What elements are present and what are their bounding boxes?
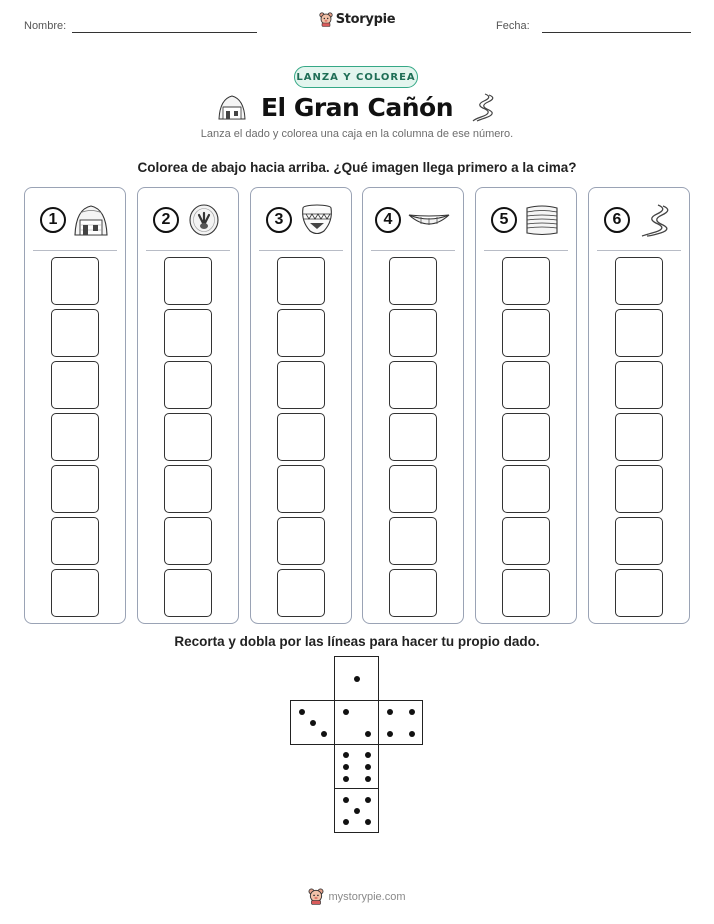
name-label: Nombre:: [24, 20, 67, 32]
color-box[interactable]: [164, 257, 212, 305]
color-box[interactable]: [164, 413, 212, 461]
bear-icon: [308, 888, 324, 905]
pip: [365, 797, 371, 803]
cliff-dwelling-icon: [72, 203, 110, 237]
column-number: 1: [40, 207, 66, 233]
color-box[interactable]: [389, 257, 437, 305]
pip: [365, 776, 371, 782]
color-box[interactable]: [615, 569, 663, 617]
color-box[interactable]: [51, 309, 99, 357]
subtitle: Lanza el dado y colorea una caja en la columna de ese número.: [200, 128, 514, 140]
color-box[interactable]: [389, 361, 437, 409]
pip: [365, 819, 371, 825]
color-box[interactable]: [502, 309, 550, 357]
column-6: [588, 187, 690, 624]
column-2: [137, 187, 239, 624]
column-4: [362, 187, 464, 624]
die-face-two[interactable]: [334, 700, 379, 745]
color-box[interactable]: [502, 569, 550, 617]
color-box[interactable]: [389, 517, 437, 565]
color-box[interactable]: [164, 569, 212, 617]
pip: [354, 808, 360, 814]
color-box[interactable]: [502, 517, 550, 565]
color-box[interactable]: [164, 517, 212, 565]
column-number: 2: [153, 207, 179, 233]
color-box[interactable]: [615, 517, 663, 565]
die-face-six[interactable]: [334, 744, 379, 789]
pip: [343, 709, 349, 715]
color-box[interactable]: [277, 517, 325, 565]
color-box[interactable]: [502, 413, 550, 461]
die-face-five[interactable]: [334, 788, 379, 833]
color-box[interactable]: [51, 569, 99, 617]
title-row: [0, 92, 714, 122]
color-box[interactable]: [164, 465, 212, 513]
pip: [409, 709, 415, 715]
rock-layers-icon: [523, 203, 561, 237]
color-box[interactable]: [389, 569, 437, 617]
pip: [409, 731, 415, 737]
pip: [299, 709, 305, 715]
column-divider: [259, 250, 343, 251]
pip: [343, 752, 349, 758]
column-1: [24, 187, 126, 624]
color-box[interactable]: [51, 257, 99, 305]
pip: [343, 764, 349, 770]
dice-instruction: Recorta y dobla por las líneas para hacer tu propio dado.: [174, 634, 540, 649]
color-box[interactable]: [164, 361, 212, 409]
brand-logo: [0, 12, 714, 27]
die-face-four[interactable]: [378, 700, 423, 745]
color-box[interactable]: [277, 413, 325, 461]
color-box[interactable]: [51, 361, 99, 409]
activity-badge: LANZA Y COLOREA: [294, 66, 418, 88]
column-number: 4: [375, 207, 401, 233]
pip: [343, 797, 349, 803]
column-divider: [484, 250, 568, 251]
pip: [387, 709, 393, 715]
color-box[interactable]: [164, 309, 212, 357]
pip: [343, 819, 349, 825]
column-divider: [33, 250, 117, 251]
canoe-icon: [407, 203, 451, 237]
river-icon: [636, 203, 674, 237]
color-box[interactable]: [615, 257, 663, 305]
pip: [365, 764, 371, 770]
color-box[interactable]: [389, 465, 437, 513]
color-box[interactable]: [51, 413, 99, 461]
pip: [387, 731, 393, 737]
color-box[interactable]: [389, 413, 437, 461]
color-box[interactable]: [277, 569, 325, 617]
pip: [365, 752, 371, 758]
die-face-three[interactable]: [290, 700, 335, 745]
column-divider: [371, 250, 455, 251]
pip: [343, 776, 349, 782]
die-face-one[interactable]: [334, 656, 379, 701]
river-icon: [467, 92, 497, 122]
color-box[interactable]: [502, 361, 550, 409]
color-box[interactable]: [615, 413, 663, 461]
column-divider: [597, 250, 681, 251]
pip: [321, 731, 327, 737]
column-number: 3: [266, 207, 292, 233]
pip: [365, 731, 371, 737]
coloring-instruction: Colorea de abajo hacia arriba. ¿Qué imagen llega primero a la cima?: [137, 160, 577, 175]
color-box[interactable]: [615, 361, 663, 409]
brand-name: Storypie: [335, 12, 396, 27]
cliff-dwelling-icon: [217, 93, 247, 121]
column-number: 5: [491, 207, 517, 233]
date-line[interactable]: [542, 32, 691, 33]
color-box[interactable]: [502, 465, 550, 513]
page-title: El Gran Cañón: [260, 92, 454, 122]
color-box[interactable]: [389, 309, 437, 357]
color-box[interactable]: [615, 465, 663, 513]
date-label: Fecha:: [496, 20, 530, 32]
footer-url[interactable]: mystorypie.com: [328, 890, 406, 903]
pip: [354, 676, 360, 682]
column-5: [475, 187, 577, 624]
color-box[interactable]: [615, 309, 663, 357]
fossil-footprint-icon: [185, 203, 223, 237]
pottery-icon: [298, 203, 336, 237]
column-number: 6: [604, 207, 630, 233]
color-box[interactable]: [51, 517, 99, 565]
color-box[interactable]: [277, 465, 325, 513]
footer: [0, 888, 714, 905]
column-3: [250, 187, 352, 624]
color-box[interactable]: [51, 465, 99, 513]
column-divider: [146, 250, 230, 251]
color-box[interactable]: [277, 361, 325, 409]
color-box[interactable]: [277, 309, 325, 357]
color-box[interactable]: [277, 257, 325, 305]
color-box[interactable]: [502, 257, 550, 305]
bear-icon: [319, 12, 333, 27]
name-line[interactable]: [72, 32, 257, 33]
pip: [310, 720, 316, 726]
